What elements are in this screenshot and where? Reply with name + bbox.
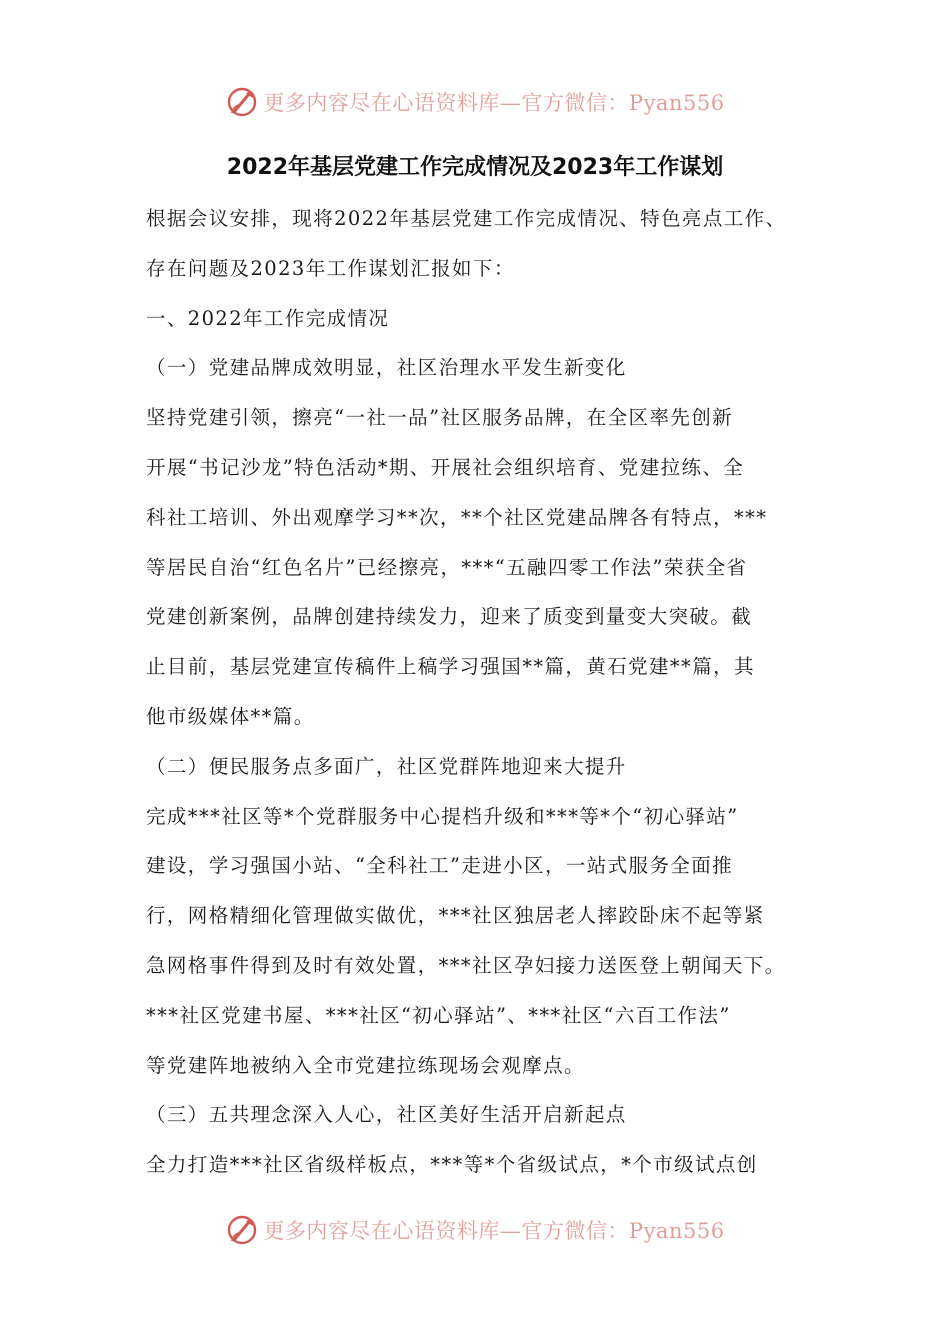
text-line: 完成***社区等*个党群服务中心提档升级和***等*个“初心驿站”: [146, 804, 739, 828]
subsection-heading: （一）党建品牌成效明显，社区治理水平发生新变化: [146, 356, 627, 380]
text-line: 行，网格精细化管理做实做优，***社区独居老人摔跤卧床不起等紧: [146, 904, 765, 928]
text-line: 等居民自治“红色名片”已经擦亮，***“五融四零工作法”荣获全省: [146, 555, 748, 579]
subsection-heading: （三）五共理念深入人心，社区美好生活开启新起点: [146, 1103, 627, 1127]
text-line: 科社工培训、外出观摩学习**次，**个社区党建品牌各有特点，***: [146, 505, 768, 529]
document-body: [146, 194, 826, 1190]
text-line: 根据会议安排，现将2022年基层党建工作完成情况、特色亮点工作、: [146, 207, 787, 230]
text-line: 止目前，基层党建宣传稿件上稿学习强国**篇，黄石党建**篇，其: [146, 655, 755, 679]
quill-logo-icon: [225, 1213, 259, 1247]
watermark-text: 更多内容尽在心语资料库—官方微信：Pyan556: [263, 91, 725, 115]
watermark-text: 更多内容尽在心语资料库—官方微信：Pyan556: [263, 1219, 725, 1243]
header-watermark-banner: [0, 80, 950, 124]
text-line: 建设，学习强国小站、“全科社工”走进小区，一站式服务全面推: [146, 854, 734, 878]
text-line: 他市级媒体**篇。: [146, 704, 315, 728]
text-line: 开展“书记沙龙”特色活动*期、开展社会组织培育、党建拉练、全: [146, 455, 745, 479]
text-line: 坚持党建引领，擦亮“一社一品”社区服务品牌，在全区率先创新: [146, 406, 734, 430]
text-line: ***社区党建书屋、***社区“初心驿站”、***社区“六百工作法”: [146, 1003, 731, 1027]
subsection-heading: （二）便民服务点多面广，社区党群阵地迎来大提升: [146, 754, 627, 778]
text-line: 存在问题及2023年工作谋划汇报如下：: [146, 256, 515, 280]
text-line: 急网格事件得到及时有效处置，***社区孕妇接力送医登上朝闻天下。: [146, 953, 786, 977]
section-heading: 一、2022年工作完成情况: [146, 306, 390, 330]
document-title: 2022年基层党建工作完成情况及2023年工作谋划: [226, 155, 724, 180]
text-line: 等党建阵地被纳入全市党建拉练现场会观摩点。: [146, 1053, 585, 1077]
text-line: 党建创新案例，品牌创建持续发力，迎来了质变到量变大突破。截: [146, 605, 753, 629]
footer-watermark-banner: [0, 1208, 950, 1252]
quill-logo-icon: [225, 85, 259, 119]
text-line: 全力打造***社区省级样板点，***等*个省级试点，*个市级试点创: [146, 1153, 758, 1177]
